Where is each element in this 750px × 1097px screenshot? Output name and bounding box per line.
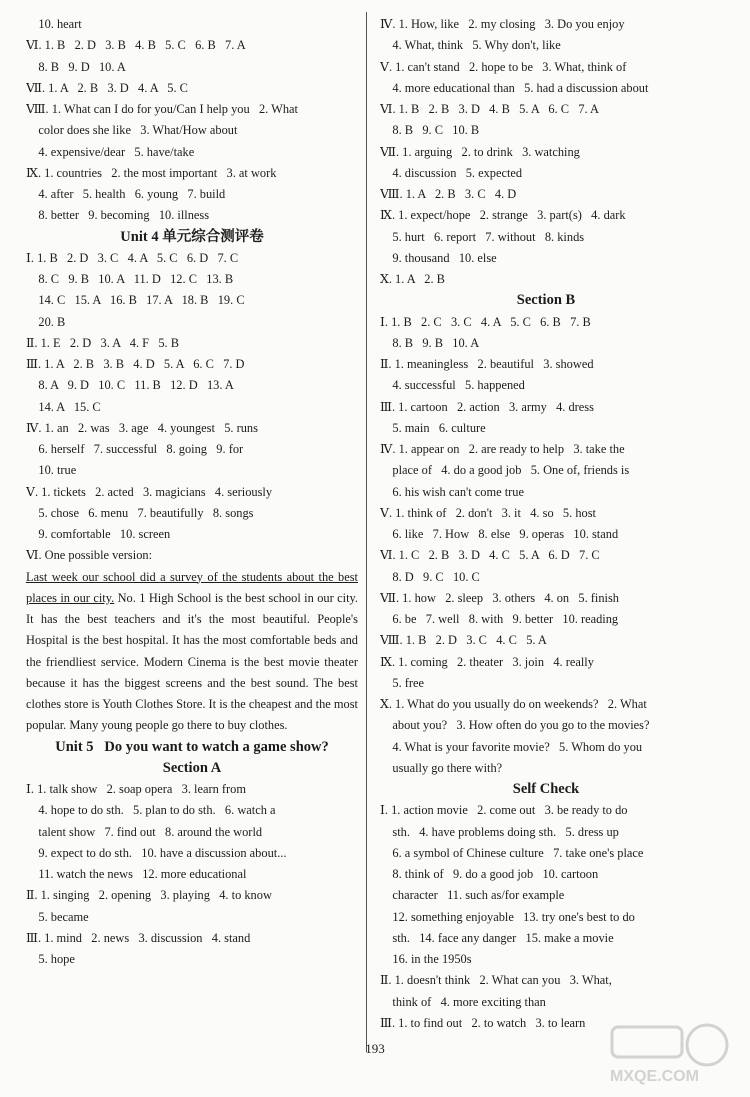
answer-line: Ⅳ. 1. How, like 2. my closing 3. Do you enjoy bbox=[380, 17, 625, 31]
answer-line: Ⅶ. 1. arguing 2. to drink 3. watching bbox=[380, 144, 580, 159]
answer-line: 5. became bbox=[26, 909, 89, 924]
answer-line: 14. A 15. C bbox=[26, 399, 101, 414]
answer-line: 4. successful 5. happened bbox=[380, 378, 525, 393]
answer-line: 5. chose 6. menu 7. beautifully 8. songs bbox=[26, 505, 254, 520]
answer-line: 6. a symbol of Chinese culture 7. take one's place bbox=[380, 845, 644, 860]
section-heading: Section A bbox=[162, 759, 222, 776]
answer-line: Ⅰ. 1. B 2. D 3. C 4. A 5. C 6. D 7. C bbox=[26, 250, 239, 265]
answer-line: 4. hope to do sth. 5. plan to do sth. 6. watch a bbox=[26, 803, 276, 818]
answer-line: Ⅲ. 1. to find out 2. to watch 3. to learn bbox=[380, 1015, 586, 1030]
answer-line: 8. B 9. D 10. A bbox=[26, 59, 126, 74]
answer-line: 8. C 9. B 10. A 11. D 12. C 13. B bbox=[26, 272, 234, 286]
answer-line: 10. true bbox=[26, 463, 77, 478]
answer-line: 4. What, think 5. Why don't, like bbox=[380, 38, 561, 53]
answer-line: Ⅱ. 1. E 2. D 3. A 4. F 5. B bbox=[26, 335, 179, 350]
answer-line: think of 4. more exciting than bbox=[380, 994, 546, 1009]
answer-line: Ⅰ. 1. B 2. C 3. C 4. A 5. C 6. B 7. B bbox=[380, 314, 591, 329]
answer-line: Ⅱ. 1. meaningless 2. beautiful 3. showed bbox=[380, 357, 594, 371]
essay-body: No. 1 High School is the best school in our city. It has the best teachers and it's the most beautiful. People's Hospital is the best hospital. It has the most comfortable beds and the friendliest service. Modern Cinema is the best movie theater because it has the biggest screens and the best sound. The best clothes store is Youth Clothes Store. It is the cheapest and the most popular. Many young people go there to buy clothes. bbox=[26, 590, 359, 733]
answer-line: 6. like 7. How 8. else 9. operas 10. stand bbox=[380, 527, 619, 541]
answer-line: Ⅶ. 1. how 2. sleep 3. others 4. on 5. finish bbox=[380, 590, 620, 605]
answer-line: Ⅵ. One possible version: bbox=[26, 548, 153, 563]
answer-line: 10. heart bbox=[26, 17, 82, 31]
answer-line: 8. think of 9. do a good job 10. cartoon bbox=[380, 867, 599, 881]
page-number: 193 bbox=[365, 1041, 385, 1056]
answer-line: Ⅹ. 1. What do you usually do on weekends? 2. What bbox=[380, 697, 647, 711]
answer-line: 9. thousand 10. else bbox=[380, 250, 497, 265]
answer-line: Ⅰ. 1. talk show 2. soap opera 3. learn from bbox=[26, 782, 246, 796]
left-column bbox=[26, 14, 358, 970]
answer-line: 6. his wish can't come true bbox=[380, 484, 525, 499]
answer-line: 12. something enjoyable 13. try one's best to do bbox=[380, 909, 635, 924]
answer-line: 5. hope bbox=[26, 952, 75, 966]
answer-line: 16. in the 1950s bbox=[380, 952, 472, 966]
answer-line: Ⅷ. 1. B 2. D 3. C 4. C 5. A bbox=[380, 633, 547, 648]
answer-line: Ⅷ. 1. What can I do for you/Can I help you 2. What bbox=[26, 102, 298, 116]
answer-line: Ⅱ. 1. singing 2. opening 3. playing 4. to know bbox=[26, 888, 272, 903]
answer-line: Ⅲ. 1. mind 2. news 3. discussion 4. stand bbox=[26, 930, 251, 945]
answer-line: Ⅲ. 1. A 2. B 3. B 4. D 5. A 6. C 7. D bbox=[26, 357, 245, 371]
watermark-text: MXQE.COM bbox=[610, 1068, 699, 1085]
answer-line: 4. after 5. health 6. young 7. build bbox=[26, 187, 226, 201]
answer-line: Ⅳ. 1. appear on 2. are ready to help 3. take the bbox=[380, 442, 625, 456]
answer-line: usually go there with? bbox=[380, 760, 503, 775]
answer-line: 11. watch the news 12. more educational bbox=[26, 867, 247, 881]
answer-line: Ⅸ. 1. expect/hope 2. strange 3. part(s) 4. dark bbox=[380, 208, 626, 223]
answer-line: Ⅰ. 1. action movie 2. come out 3. be ready to do bbox=[380, 803, 628, 818]
section-heading: Unit 4 单元综合测评卷 bbox=[120, 228, 264, 245]
answer-line: 8. better 9. becoming 10. illness bbox=[26, 208, 210, 223]
answer-line: Ⅳ. 1. an 2. was 3. age 4. youngest 5. runs bbox=[26, 420, 258, 435]
answer-line: Ⅴ. 1. tickets 2. acted 3. magicians 4. seriously bbox=[26, 484, 273, 499]
answer-line: 6. be 7. well 8. with 9. better 10. reading bbox=[380, 612, 619, 626]
answer-line: color does she like 3. What/How about bbox=[26, 123, 238, 138]
answer-line: Ⅱ. 1. doesn't think 2. What can you 3. What, bbox=[380, 973, 612, 988]
answer-line: Ⅴ. 1. can't stand 2. hope to be 3. What, think of bbox=[380, 59, 627, 74]
answer-line: 20. B bbox=[26, 314, 66, 329]
answer-line: Ⅲ. 1. cartoon 2. action 3. army 4. dress bbox=[380, 399, 594, 414]
answer-line: Ⅷ. 1. A 2. B 3. C 4. D bbox=[380, 187, 517, 201]
section-heading: Self Check bbox=[512, 781, 580, 797]
answer-line: sth. 4. have problems doing sth. 5. dress up bbox=[380, 824, 619, 839]
answer-line: about you? 3. How often do you go to the movies? bbox=[380, 718, 650, 733]
answer-line: Ⅸ. 1. coming 2. theater 3. join 4. really bbox=[380, 654, 594, 669]
essay-underlined-sentence: Last week our school did a survey of the students about the best places in our city. bbox=[26, 569, 358, 605]
answer-line: 5. main 6. culture bbox=[380, 420, 486, 435]
answer-line: Ⅴ. 1. think of 2. don't 3. it 4. so 5. host bbox=[380, 505, 596, 520]
answer-line: Ⅹ. 1. A 2. B bbox=[380, 272, 445, 286]
answer-line: 5. free bbox=[380, 675, 425, 690]
answer-line: 8. A 9. D 10. C 11. B 12. D 13. A bbox=[26, 378, 234, 393]
answer-line: sth. 14. face any danger 15. make a movie bbox=[380, 930, 614, 945]
answer-line: 8. D 9. C 10. C bbox=[380, 569, 480, 584]
column-divider bbox=[366, 12, 367, 1052]
answer-line: 4. expensive/dear 5. have/take bbox=[26, 144, 195, 159]
answer-line: Ⅶ. 1. A 2. B 3. D 4. A 5. C bbox=[26, 80, 188, 95]
answer-line: 4. more educational than 5. had a discussion about bbox=[380, 80, 649, 95]
answer-line: Ⅵ. 1. C 2. B 3. D 4. C 5. A 6. D 7. C bbox=[380, 548, 600, 563]
answer-line: Ⅵ. 1. B 2. D 3. B 4. B 5. C 6. B 7. A bbox=[26, 38, 246, 53]
section-heading: Section B bbox=[516, 292, 576, 309]
answer-line: 9. comfortable 10. screen bbox=[26, 527, 171, 541]
answer-line: 4. What is your favorite movie? 5. Whom do you bbox=[380, 739, 643, 754]
answer-line: Ⅵ. 1. B 2. B 3. D 4. B 5. A 6. C 7. A bbox=[380, 102, 600, 116]
answer-line: 9. expect to do sth. 10. have a discussion about... bbox=[26, 845, 287, 860]
answer-line: character 11. such as/for example bbox=[380, 888, 565, 903]
answer-line: 14. C 15. A 16. B 17. A 18. B 19. C bbox=[26, 293, 245, 308]
answer-line: 4. discussion 5. expected bbox=[380, 165, 523, 180]
watermark-logo bbox=[602, 1017, 732, 1087]
answer-line: 6. herself 7. successful 8. going 9. for bbox=[26, 442, 244, 456]
answer-line: 8. B 9. C 10. B bbox=[380, 123, 480, 138]
right-column bbox=[380, 14, 712, 1034]
answer-line: 8. B 9. B 10. A bbox=[380, 335, 480, 350]
answer-line: talent show 7. find out 8. around the world bbox=[26, 824, 263, 839]
answer-line: 5. hurt 6. report 7. without 8. kinds bbox=[380, 229, 585, 244]
essay-paragraph bbox=[26, 567, 358, 737]
answer-line: Ⅸ. 1. countries 2. the most important 3. at work bbox=[26, 165, 277, 180]
answer-line: place of 4. do a good job 5. One of, friends is bbox=[380, 463, 630, 478]
section-heading: Unit 5 Do you want to watch a game show? bbox=[55, 738, 329, 755]
